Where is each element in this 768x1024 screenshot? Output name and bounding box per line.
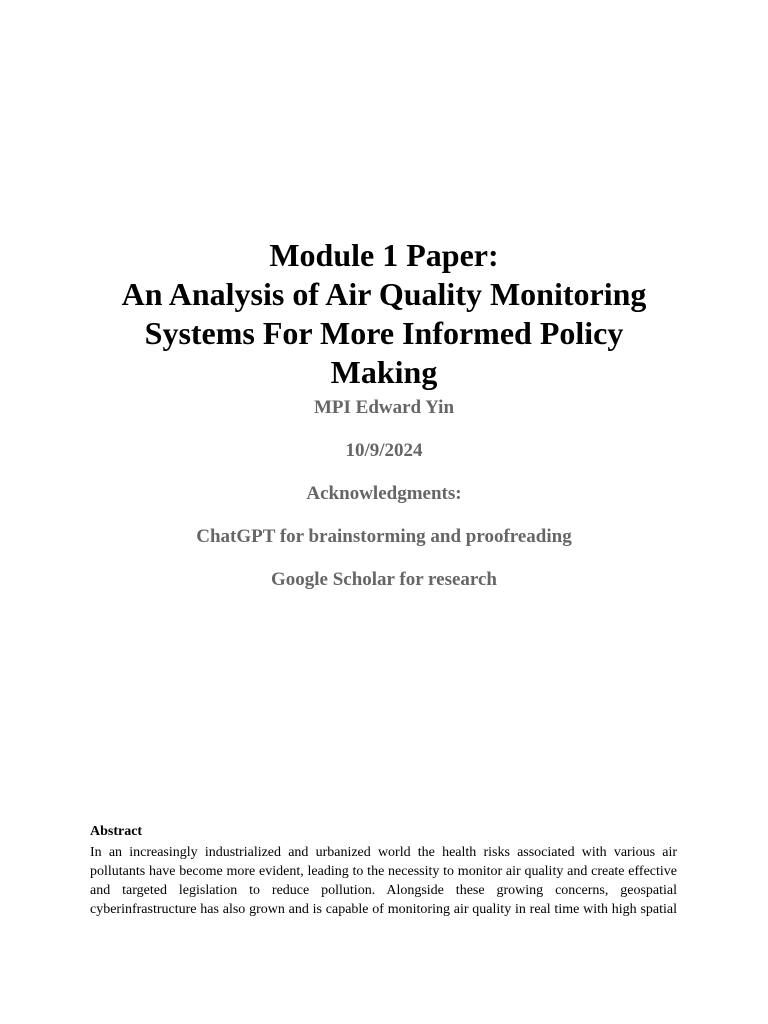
acknowledgment-item: ChatGPT for brainstorming and proofreading — [196, 526, 572, 547]
abstract-line: pollutants have become more evident, leading to the necessity to monitor air quality and create effective — [90, 864, 677, 879]
abstract-heading: Abstract — [90, 824, 143, 839]
abstract-section — [90, 822, 677, 919]
title-line-3: Systems For More Informed Policy — [144, 315, 624, 351]
abstract-paragraph — [90, 843, 677, 919]
title-line-1: Module 1 Paper: — [269, 237, 499, 273]
abstract-line: cyberinfrastructure has also grown and is capable of monitoring air quality in real time with high spatial — [90, 902, 677, 917]
acknowledgment-item: Google Scholar for research — [270, 569, 498, 590]
author-name: MPI Edward Yin — [313, 397, 455, 418]
title-line-4: Making — [330, 354, 438, 390]
paper-title — [90, 236, 678, 392]
acknowledgments-heading: Acknowledgments: — [306, 483, 462, 504]
abstract-line: and targeted legislation to reduce pollution. Alongside these growing concerns, geospatial — [90, 883, 677, 898]
paper-date: 10/9/2024 — [345, 440, 423, 461]
title-line-2: An Analysis of Air Quality Monitoring — [121, 276, 647, 312]
abstract-line: In an increasingly industrialized and urbanized world the health risks associated with various air — [90, 845, 677, 860]
title-page-meta — [90, 397, 678, 612]
